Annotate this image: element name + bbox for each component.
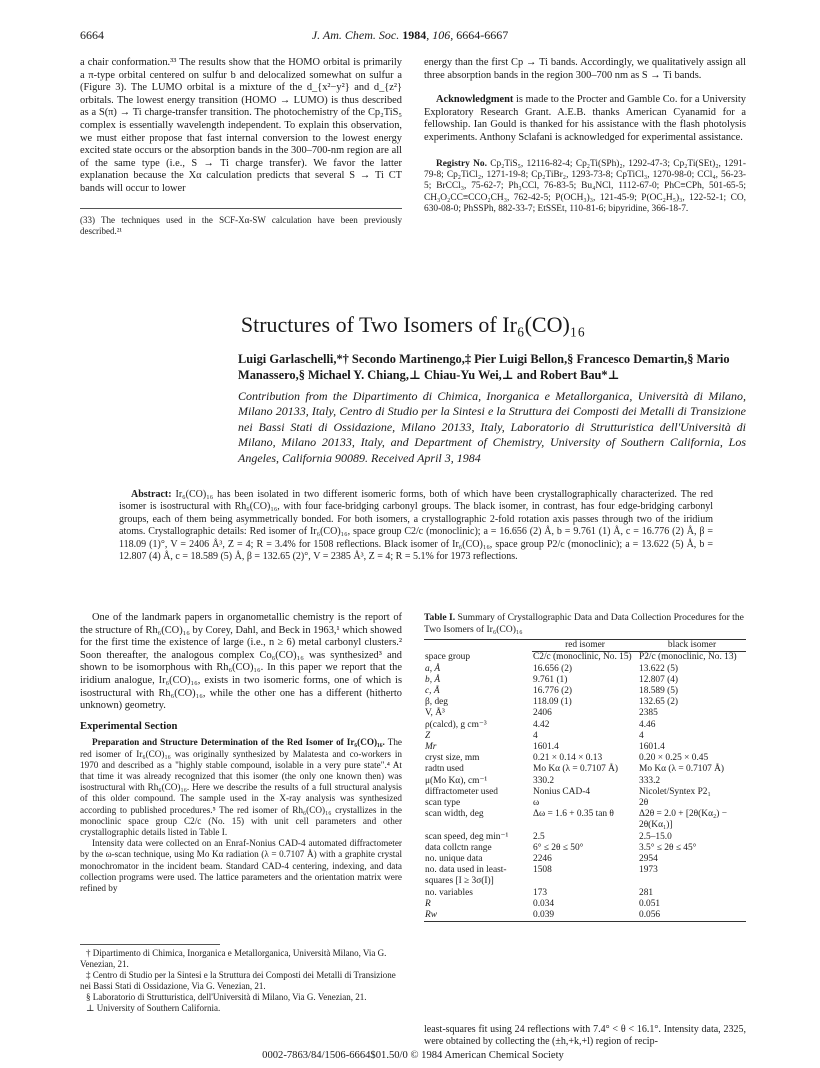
table-cell-red: 2.5: [533, 831, 545, 842]
acknowledgment: [424, 94, 746, 144]
table-row: [424, 888, 746, 899]
table-cell-red: Δω = 1.6 + 0.35 tan θ: [533, 809, 614, 820]
table-cell-red: 1601.4: [533, 742, 559, 753]
table-cell-red: 0.034: [533, 898, 555, 909]
table-cell-red: 4.42: [533, 719, 550, 730]
table-cell-red: 4: [533, 730, 538, 741]
table-row: [424, 832, 746, 843]
crystallographic-data-table: [424, 639, 746, 922]
table-header-red-isomer: red isomer: [532, 640, 638, 652]
table-cell-black: 1601.4: [639, 742, 665, 753]
table-row: [424, 899, 746, 910]
table-cell-parameter: Mr: [425, 742, 437, 753]
table-1: [424, 612, 746, 922]
table-cell-black: 12.807 (4): [639, 674, 679, 685]
table-row: [424, 854, 746, 865]
table-cell-black: 281: [639, 887, 654, 898]
table-cell-black: 2.5–15.0: [639, 831, 672, 842]
table-row: [424, 776, 746, 787]
journal-name: J. Am. Chem. Soc.: [311, 28, 400, 42]
table-row: [424, 686, 746, 697]
table-cell-black: Mo Kα (λ = 0.7107 Å): [639, 764, 725, 775]
registry-numbers: [424, 159, 746, 216]
experimental-subsection: [80, 737, 402, 894]
footnote-divider: [80, 208, 402, 209]
table-cell-black: P2/c (monoclinic, No. 13): [639, 652, 737, 663]
previous-article-conclusion: energy than the first Cp → Ti bands. Accordingly, we qualitatively assign all three absorption bands in the region 300–700 nm as S → Ti bands.: [424, 57, 746, 81]
table-cell-red: Nonius CAD-4: [533, 786, 591, 797]
table-cell-red: 330.2: [533, 775, 555, 786]
table-cell-black: 13.622 (5): [639, 663, 679, 674]
table-row: [424, 798, 746, 809]
table-cell-black: 333.2: [639, 775, 661, 786]
previous-article-paragraph: a chair conformation.³³ The results show that the HOMO orbital is primarily a π-type orbital centered on sulfur b and delocalized somewhat on sulfur a (Figure 3). The LUMO orbital is a mixture of the d_{x²−y²} and d_{z²} orbitals. The lowest energy transition (HOMO → LUMO) is thus described as a S(π) → Ti charge-transfer transition. The photochemistry of the Cp₂TiS₅ complex is essentially wavelength independent. To explain this observation, we must either propose that fast internal conversion to the lowest energy excited state occurs or the absorption bands in the 300–700-nm region are all of the same type (i.e., S → Ti charge transfer). We favor the latter explanation because the Xα calculation predicts that several S → Ti CT bands will occur to lower: [80, 57, 402, 194]
table-header-parameter: [424, 640, 532, 652]
table-caption: [424, 612, 746, 635]
table-cell-red: 0.039: [532, 910, 638, 922]
table-caption-text: Summary of Crystallographic Data and Data Collection Procedures for the Two Isomers of Ir₆(CO)₁₆: [424, 612, 744, 635]
experimental-paragraph-1-text: The red isomer of Ir₆(CO)₁₆ was originally synthesized by Malatesta and co-workers in 1970 and described as a "highly stable compound, isolable in a very pure state".⁴ At that time it was already recognized that this isomer (the only one known then) was isostructural with Rh₆(CO)₁₆. Here we describe the results of a full structural analysis of this older compound. The sample used in the X-ray analysis was synthesized according to published procedures.⁵ The red isomer of Rh₆(CO)₁₆ crystallizes in the monoclinic space group C2/c (No. 15) with unit cell parameters and other crystallographic details listed in Table I.: [80, 737, 402, 837]
table-cell-red: 118.09 (1): [533, 697, 572, 708]
table-row: [424, 787, 746, 798]
abstract-text: Ir₆(CO)₁₆ has been isolated in two different isomeric forms, both of which have been crystallographically characterized. The red isomer is isostructural with Rh₆(CO)₁₆, with four face-bridging carbonyl groups. The black isomer, in contrast, has four edge-bridging carbonyl groups, each of them being asymmetrically bonded. For both isomers, a crystallographic 2-fold rotation axis passes through two of the iridium atoms. Crystallographic details: Red isomer of Ir₆(CO)₁₆, space group C2/c (monoclinic); a = 16.656 (2) Å, b = 9.761 (1) Å, c = 16.776 (2) Å, β = 118.09 (1)°, V = 2406 Å³, Z = 4; R = 3.4% for 1508 reflections. Black isomer of Ir₆(CO)₁₆, space group P2/c (monoclinic); a = 13.622 (5) Å, b = 12.807 (4) Å, c = 18.589 (5) Å, β = 132.65 (2)°, V = 2385 Å³, Z = 4; R = 5.1% for 1973 reflections.: [119, 489, 713, 563]
continued-text: least-squares fit using 24 reflections with 7.4° < θ < 16.1°. Intensity data, 2325, were obtained by collecting the (±h,+k,+l) region of recip-: [424, 1024, 746, 1048]
affiliation-footnote: ⊥ University of Southern California.: [86, 1003, 221, 1013]
table-cell-parameter: diffractometer used: [425, 786, 498, 797]
table-cell-parameter: scan speed, deg min⁻¹: [425, 831, 509, 842]
table-cell-black: Δ2θ = 2.0 + [2θ(Kα₂) − 2θ(Kα₁)]: [639, 809, 728, 831]
table-cell-black: Nicolet/Syntex P2₁: [639, 786, 711, 797]
table-cell-red: ω: [533, 798, 540, 809]
table-cell-red: 1508: [533, 865, 552, 876]
introduction-paragraph: One of the landmark papers in organometallic chemistry is the report of the structure of Rh₆(CO)₁₆ by Corey, Dahl, and Beck in 1963,¹ which showed for the first time the existence of large (i.e., n ≥ 6) metal carbonyl clusters.² Soon thereafter, the analogous complex Co₆(CO)₁₆ was synthesized³ and shown to be isomorphous with Rh₆(CO)₁₆. In this paper we report that the iridium analogue, Ir₆(CO)₁₆, exists in two isomeric forms, one of which is isostructural with Rh₆(CO)₁₆, while the other one has a different (hitherto unknown) geometry.: [80, 612, 402, 712]
table-header-black-isomer: black isomer: [638, 640, 746, 652]
affiliation-footnote: † Dipartimento di Chimica, Inorganica e Metallorganica, Università Milano, Via G. Venezian, 21.: [80, 948, 387, 969]
table-cell-parameter: no. variables: [425, 887, 473, 898]
article-left-column: [80, 612, 402, 894]
table-cell-parameter: no. unique data: [425, 854, 483, 865]
journal-year: 1984: [402, 28, 427, 42]
table-cell-parameter: scan width, deg: [425, 809, 484, 820]
table-row: [424, 809, 746, 831]
table-cell-red: Mo Kα (λ = 0.7107 Å): [533, 764, 619, 775]
table-cell-black: 18.589 (5): [639, 686, 679, 696]
table-cell-black: 0.056: [638, 910, 746, 922]
table-cell-black: 3.5° ≤ 2θ ≤ 45°: [639, 842, 697, 853]
table-label: Table I.: [424, 612, 456, 623]
affiliation-footnote: ‡ Centro di Studio per la Sintesi e la Struttura dei Composti dei Metalli di Transizione nei Bassi Stati di Ossidazione, Via G. Venezian, 21.: [80, 970, 396, 991]
table-cell-parameter: data collctn range: [425, 842, 492, 853]
table-row: [424, 910, 746, 922]
abstract-label: Abstract:: [131, 489, 172, 500]
table-cell-parameter: Rw: [424, 910, 532, 922]
table-cell-parameter: radtn used: [425, 764, 464, 775]
table-row: [424, 843, 746, 854]
experimental-paragraph-2: Intensity data were collected on an Enraf-Nonius CAD-4 automated diffractometer by the ω-scan technique, using Mo Kα radiation (λ = 0.7107 Å) with a graphite crystal monochromator in the incident beam. Standard CAD-4 centering, indexing, and data collection programs were used. The lattice parameters and the orientation matrix were refined by: [80, 838, 402, 893]
table-cell-black: 2954: [639, 854, 658, 865]
table-cell-parameter: ρ(calcd), g cm⁻³: [425, 719, 487, 730]
registry-label: Registry No.: [436, 158, 487, 169]
table-row: [424, 720, 746, 731]
previous-article-right-column: [424, 57, 746, 216]
table-cell-black: 132.65 (2): [639, 697, 679, 708]
table-cell-red: 16.776 (2): [533, 686, 573, 696]
table-row: [424, 753, 746, 764]
table-row: [424, 742, 746, 753]
table-cell-parameter: R: [425, 898, 431, 909]
table-row: [424, 697, 746, 708]
table-cell-black: 4.46: [639, 719, 656, 730]
acknowledgment-text: is made to the Procter and Gamble Co. for a University Exploratory Research Grant. A.E.B. thanks American Cyanamid for a fellowship. Ian Gould is thanked for his assistance with the flash photolysis experiments. Anthony Sclafani is acknowledged for experimental assistance.: [424, 94, 746, 143]
subsection-heading: Preparation and Structure Determination of the Red Isomer of Ir₆(CO)₁₆.: [92, 737, 385, 748]
table-cell-red: 0.21 × 0.14 × 0.13: [533, 753, 603, 764]
affiliation-footnotes: [80, 944, 402, 1014]
table-cell-black: 0.051: [639, 898, 661, 909]
table-cell-parameter: cryst size, mm: [425, 753, 480, 764]
table-cell-red: 16.656 (2): [533, 663, 573, 674]
table-cell-parameter: μ(Mo Kα), cm⁻¹: [425, 775, 488, 786]
table-row: [424, 652, 746, 664]
table-cell-parameter: a, Å: [425, 663, 441, 674]
table-cell-parameter: V, Å³: [425, 708, 445, 719]
affiliation-footnote: § Laboratorio di Strutturistica, dell'Università di Milano, Via G. Venezian, 21.: [86, 992, 367, 1002]
table-cell-black: 1973: [639, 865, 658, 876]
footnote-33: (33) The techniques used in the SCF-Xα-SW calculation have been previously described.²¹: [80, 214, 402, 236]
abstract: [119, 489, 713, 563]
table-cell-parameter: space group: [425, 651, 471, 662]
previous-article-left-column: [80, 57, 402, 237]
table-cell-parameter: β, deg: [425, 697, 448, 708]
page-number: 6664: [80, 28, 104, 42]
table-cell-red: 9.761 (1): [533, 674, 568, 685]
author-list: Luigi Garlaschelli,*† Secondo Martinengo,‡ Pier Luigi Bellon,§ Francesco Demartin,§ Mario Manassero,§ Michael Y. Chiang,⊥ Chiau-Yu Wei,⊥ and Robert Bau*⊥: [238, 352, 730, 382]
table-row: [424, 764, 746, 775]
table-body: [424, 652, 746, 922]
registry-text: Cp₂TiS₅, 12116-82-4; Cp₂Ti(SPh)₂, 1292-47-3; Cp₂Ti(SEt)₂, 1291-79-8; Cp₂TiCl₂, 1271-19-8; Cp₂TiBr₂, 1293-73-8; CpTiCl₃, 1270-98-0; CCl₄, 56-23-5; BrCCl₃, 75-62-7; Ph₃CCl, 76-83-5; Bu₄NCl, 1112-67-0; PhC≡CPh, 501-65-5; CH₃O₂CC≡CCO₂CH₃, 762-42-5; P(OCH₃)₃, 121-45-9; P(OC₂H₅)₃, 122-52-1; CO, 630-08-0; PhSSPh, 882-33-7; EtSSEt, 110-81-6; bipyridine, 366-18-7.: [424, 158, 746, 215]
affiliation: Contribution from the Dipartimento di Chimica, Inorganica e Metallorganica, Università di Milano, Milano 20133, Italy, Centro di Studio per la Sintesi e la Struttura dei Composti dei Metalli di Transizione nei Bassi Stati di Ossidazione, Milano 20133, Italy, Laboratorio di Strutturistica dell'Università di Milano, Milano 20133, Italy, and Department of Chemistry, University of Southern California, Los Angeles, California 90089. Received April 3, 1984: [238, 389, 746, 465]
table-cell-parameter: b, Å: [425, 674, 441, 685]
article-title: Structures of Two Isomers of Ir₆(CO)₁₆: [240, 312, 586, 337]
table-cell-red: 173: [533, 887, 548, 898]
acknowledgment-label: Acknowledgment: [436, 94, 514, 106]
table-cell-red: 2246: [533, 854, 552, 865]
table-cell-black: 4: [639, 730, 644, 741]
table-cell-parameter: c, Å: [425, 686, 440, 696]
table-row: [424, 865, 746, 887]
affiliation-footnote-divider: [80, 944, 220, 945]
table-cell-parameter: no. data used in least-squares [I ≥ 3σ(I)]: [425, 865, 507, 887]
table-cell-black: 2385: [639, 708, 658, 719]
table-row: [424, 675, 746, 686]
table-row: [424, 664, 746, 675]
table-cell-red: C2/c (monoclinic, No. 15): [533, 652, 632, 663]
table-cell-red: 2406: [533, 708, 552, 719]
journal-citation: J. Am. Chem. Soc. 1984, 106, 6664-6667: [311, 28, 509, 42]
table-cell-parameter: scan type: [425, 798, 461, 809]
table-cell-black: 0.20 × 0.25 × 0.45: [639, 753, 709, 764]
journal-pages: 6664-6667: [456, 28, 509, 42]
page-header: [80, 28, 740, 44]
journal-volume: 106: [432, 28, 451, 42]
experimental-paragraph-1: [80, 737, 402, 838]
table-cell-black: 2θ: [639, 798, 649, 809]
copyright-footer: 0002-7863/84/1506-6664$01.50/0 © 1984 American Chemical Society: [262, 1050, 564, 1061]
table-cell-parameter: Z: [425, 730, 431, 741]
section-heading-experimental: Experimental Section: [80, 720, 178, 732]
table-row: [424, 708, 746, 719]
table-row: [424, 731, 746, 742]
table-cell-red: 6° ≤ 2θ ≤ 50°: [533, 842, 584, 853]
